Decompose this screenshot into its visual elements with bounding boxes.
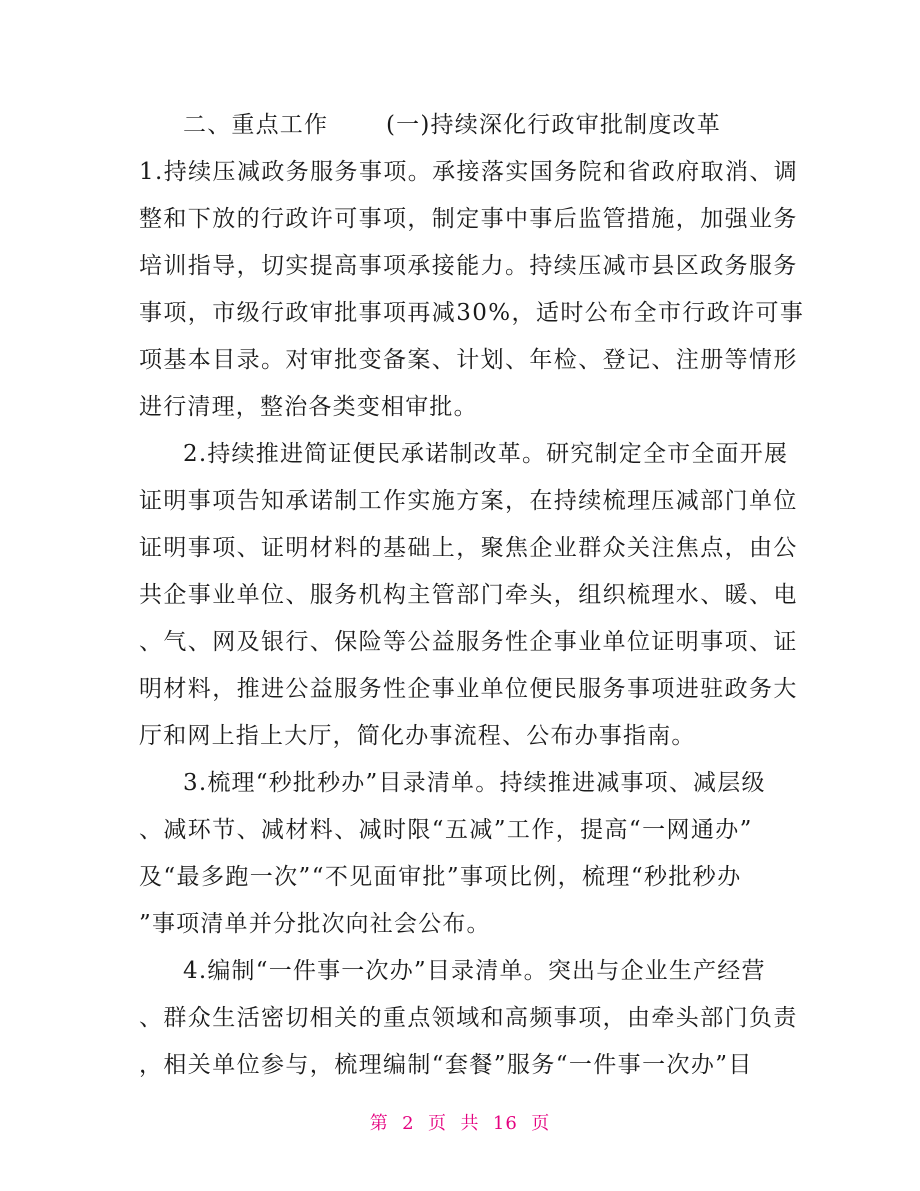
subsection-heading: (一)持续深化行政审批制度改革 (386, 112, 721, 138)
paragraph-line: 明材料，推进公益服务性企事业单位便民服务事项进驻政务大 (139, 676, 798, 702)
paragraph-line: 1.持续压减政务服务事项。承接落实国务院和省政府取消、调 (139, 159, 799, 185)
paragraph-line: 共企事业单位、服务机构主管部门牵头，组织梳理水、暖、电 (139, 582, 798, 608)
paragraph-line: ”事项清单并分批次向社会公布。 (139, 911, 491, 937)
paragraph-line: 2.持续推进简证便民承诺制改革。研究制定全市全面开展 (183, 441, 789, 467)
paragraph-line: 4.编制“一件事一次办”目录清单。突出与企业生产经营 (183, 958, 766, 984)
paragraph-line: 培训指导，切实提高事项承接能力。持续压减市县区政务服务 (139, 253, 798, 279)
paragraph-line: 证明事项、证明材料的基础上，聚焦企业群众关注焦点，由公 (139, 535, 798, 561)
paragraph-line: 3.梳理“秒批秒办”目录清单。持续推进减事项、减层级 (183, 770, 766, 796)
paragraph-line: 事项，市级行政审批事项再减30%，适时公布全市行政许可事 (139, 300, 805, 326)
paragraph-line: 项基本目录。对审批变备案、计划、年检、登记、注册等情形 (139, 347, 798, 373)
paragraph-line: 厅和网上指上大厅，简化办事流程、公布办事指南。 (139, 723, 696, 749)
paragraph-line: 、减环节、减材料、减时限“五减”工作，提高“一网通办” (139, 817, 753, 843)
paragraph-line: 、气、网及银行、保险等公益服务性企事业单位证明事项、证 (139, 629, 798, 655)
page-number-footer: 第 2 页 共 16 页 (369, 1113, 551, 1134)
paragraph-line: 证明事项告知承诺制工作实施方案，在持续梳理压减部门单位 (139, 488, 798, 514)
paragraph-line: 、群众生活密切相关的重点领域和高频事项，由牵头部门负责 (139, 1005, 798, 1031)
paragraph-line: 及“最多跑一次”“不见面审批”事项比例，梳理“秒批秒办 (139, 864, 742, 890)
paragraph-line: ，相关单位参与，梳理编制“套餐”服务“一件事一次办”目 (139, 1052, 753, 1078)
section-heading: 二、重点工作 (183, 112, 329, 138)
paragraph-line: 进行清理，整治各类变相审批。 (139, 394, 478, 420)
paragraph-line: 整和下放的行政许可事项，制定事中事后监管措施，加强业务 (139, 206, 798, 232)
